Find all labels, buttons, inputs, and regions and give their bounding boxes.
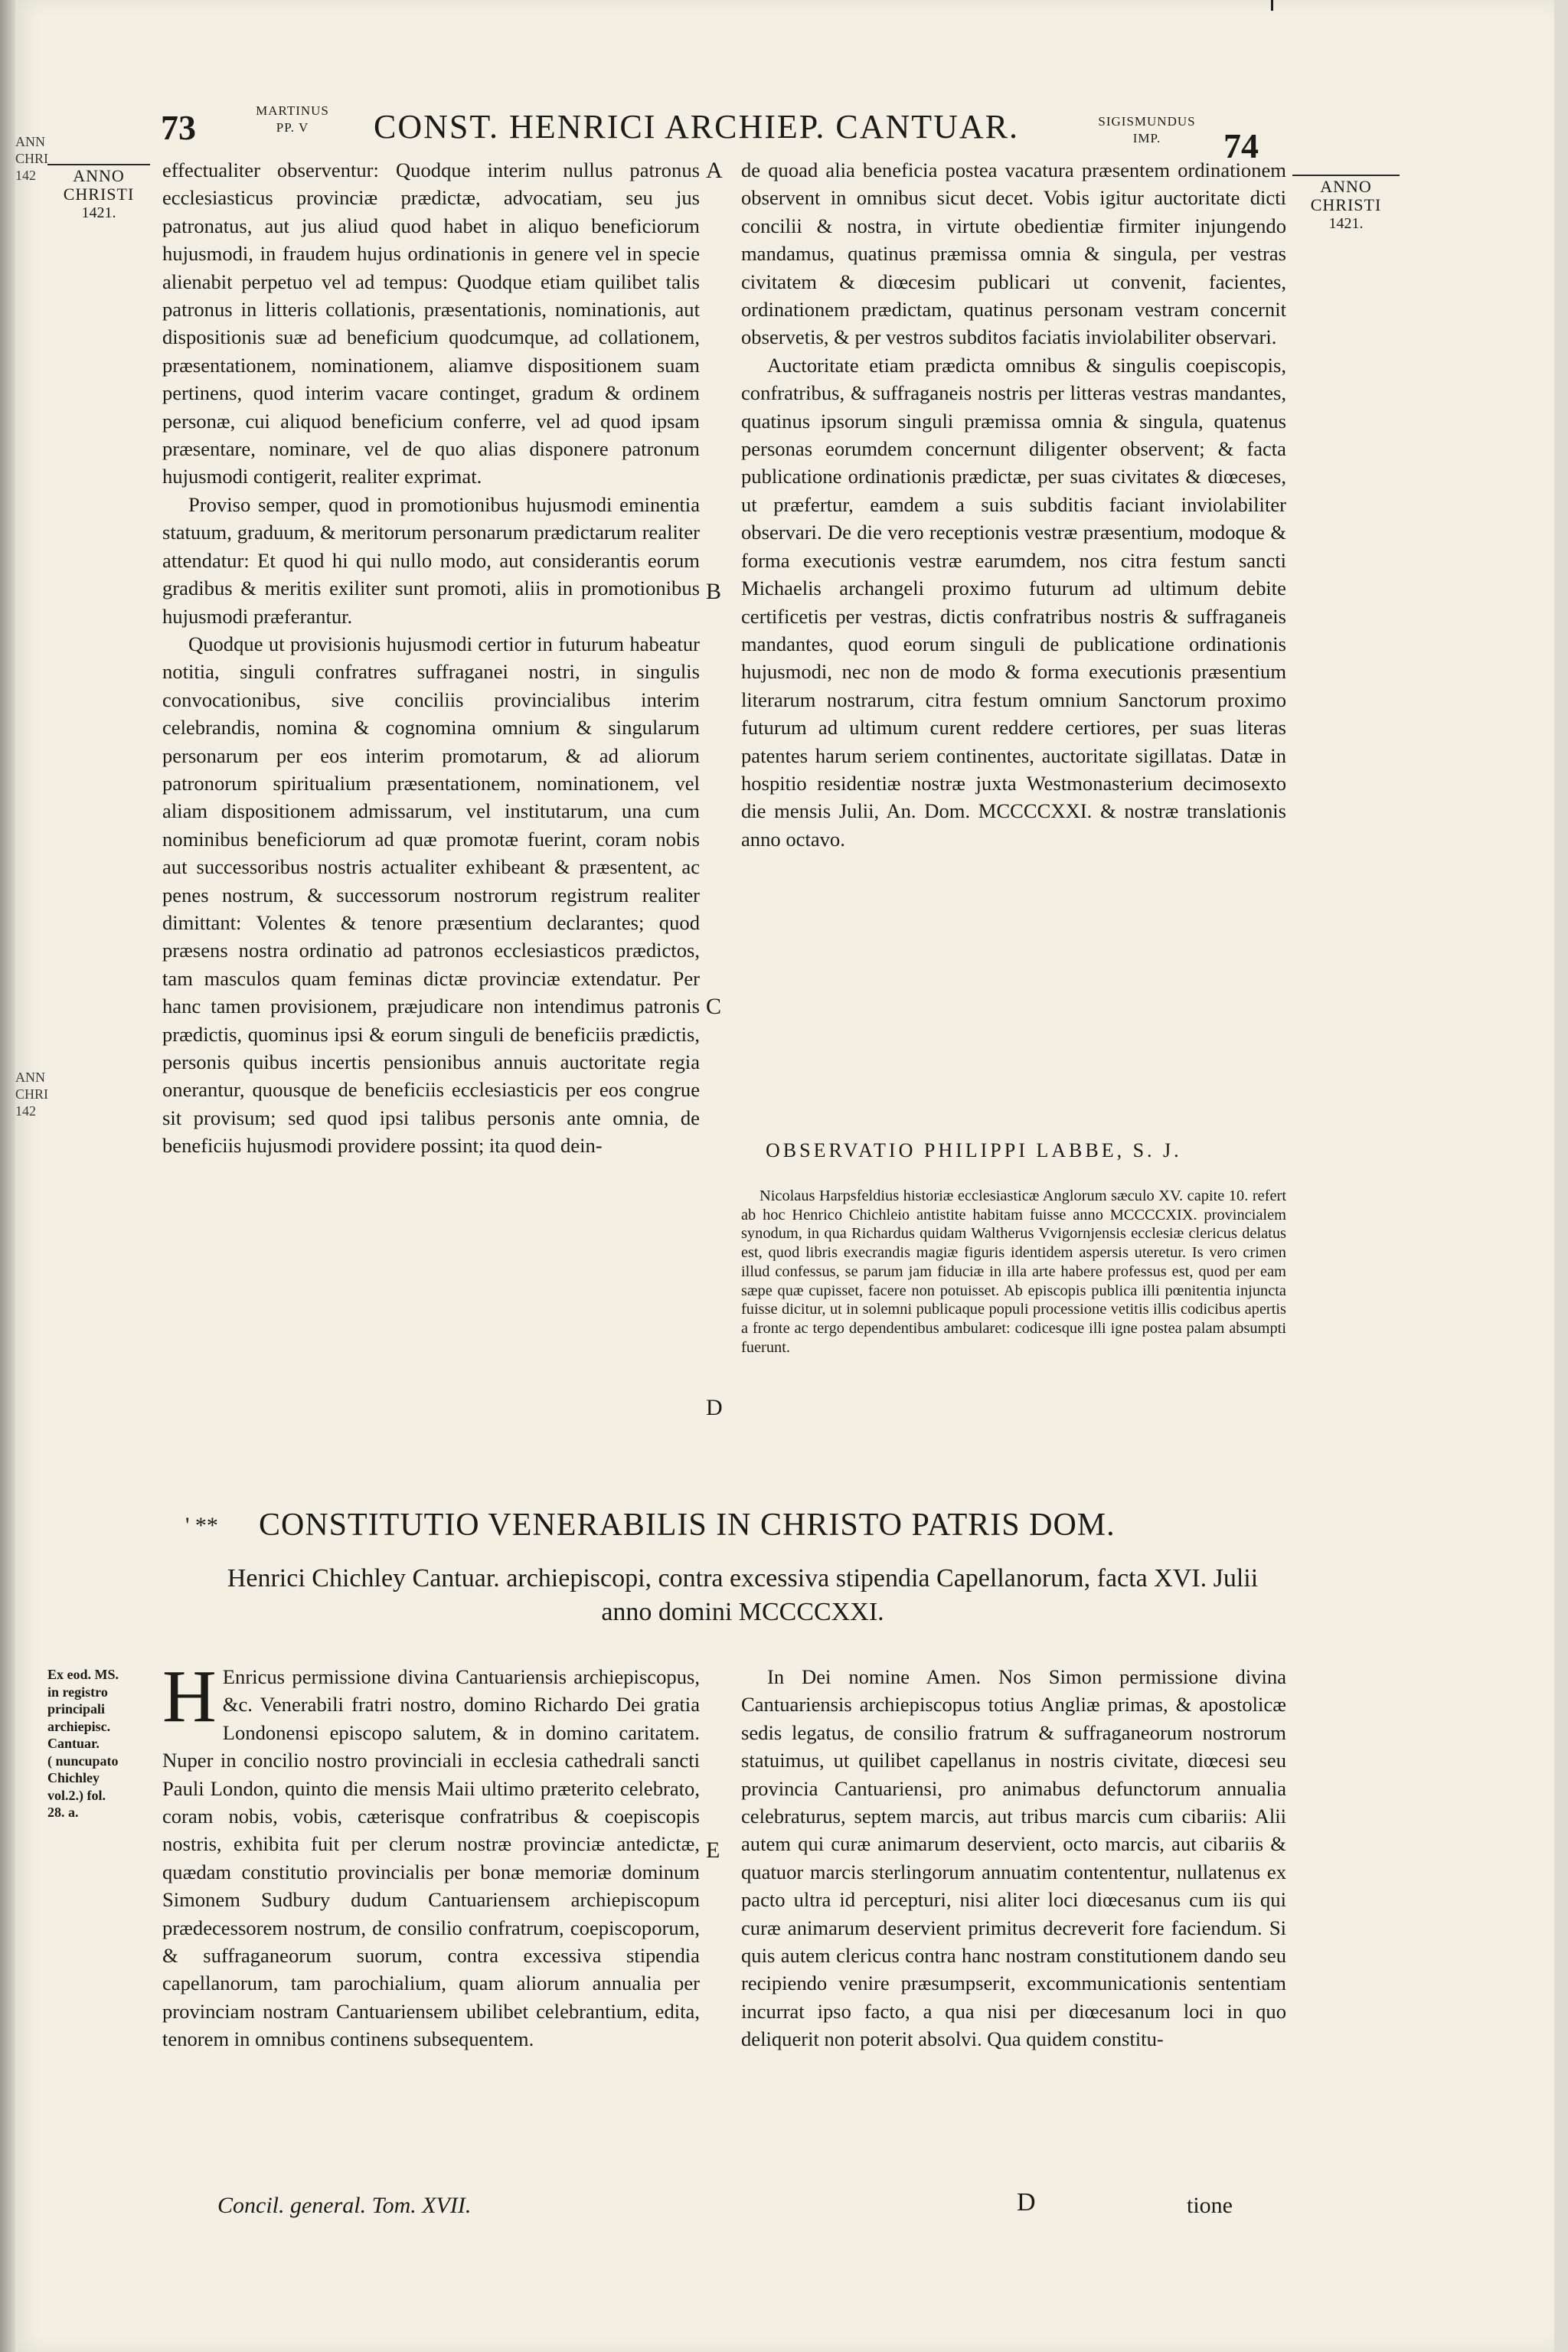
left-pope-label: MARTINUS PP. V [256, 103, 329, 135]
book-page [15, 0, 1554, 2352]
source-note: Ex eod. MS. in registro principali archiepisc. Cantuar. ( nuncupato Chichley vol.2.) fol. 28. a. [47, 1667, 119, 1820]
bottom-right-text: In Dei nomine Amen. Nos Simon permissione divina Cantuariensis archiepiscopus totius Angliæ primas, & apostolicæ sedis legatus, de consilio fratrum & suffraganeorum nostrorum statuimus, ut quilibet capellanus in nostris civitate, diœcesi seu provincia Cantuariensi, pro animabus defunctorum annualia celebraturus, septem marcis, aut tribus marcis cum cibariis: Alii autem qui curæ animarum deservient, octo marcis, aut cibariis & quatuor marcis sterlingorum annuatim contententur, nullatenus ex pacto ultra id percepturi, nisi aliter loci diœcesanus cum iis qui curæ animarum deservient primitus decreverit fore faciendum. Si quis autem clericus contra hanc nostram constitutionem dando seu recipiendo venire præsumpserit, excommunicationis sententiam incurrat ipso facto, a qua nisi per diœcesanum loci in quo deliquerit non poterit absolvi. Qua quidem constitu- [741, 1665, 1286, 2051]
edge-fragment-top: ANN CHRI 142 [15, 134, 49, 183]
right-margin-year: ANNO CHRISTI 1421. [1292, 175, 1400, 233]
section-letter-e: E [706, 1838, 720, 1863]
bottom-left-text: Enricus permissione divina Cantuariensis archiepiscopus, &c. Venerabili fratri nostro, domino Richardo Dei gratia Londonensi episcopo salutem, & in domino caritatem. Nuper in concilio nostro provinciali in ecclesia cathedrali sancti Pauli London, quinto die mensis Maii ultimo præterito celebrato, coram nobis, vobis, cæterisque confratribus & coepiscopis nostris, exhibita fuit per clerum nostræ provinciæ antedictæ, quædam constitutio provincialis per bonæ memoriæ dominum Simonem Sudbury dudum Cantuariensem archiepiscopum prædecessorem nostrum, de consilio confratrum, coepiscoporum, & suffraganeorum suorum, contra excessiva stipendia capellanorum, tam parochialium, quam aliorum annualia per provinciam nostram Cantuariensem ubilibet celebrantium, edita, tenorem in omnibus continens subsequentem. [162, 1665, 700, 2051]
bottom-left-column [162, 1655, 700, 2053]
top-edge-mark [1271, 0, 1273, 11]
left-page-number: 73 [161, 108, 196, 147]
right-paragraph-2: Auctoritate etiam prædicta omnibus & singulis coepiscopis, confratribus, & suffraganeis nostris per litteras vestras mandantes, quatinus ipsorum singuli præmissa omnia & singula, quatenus personas eorumdem concernunt diligenter observent; & facta publicatione ordinationis prædictæ, per suas civitates & diœceses, ut præfertur, eamdem a suis subditis faciant inviolabiliter observari. De die vero receptionis vestræ præsentium, modoque & forma executionis vestræ earumdem, nos citra festum sancti Michaelis archangeli proximo futurum ad ultimum debite certificetis per vestras, dictis confratribus nostris & suffraganeis mandantes, quod eorum singuli de publicatione ordinationis hujusmodi, nec non de modo & forma executionis præsentium literarum nostrarum, citra festum omnium Sanctorum proximo futurum ad ultimum curent reddere certiores, per suas literas patentes harum seriem continentes, auctoritate sigillatas. Datæ in hospitio residentiæ nostræ juxta Westmonasterium decimosexto die mensis Julii, An. Dom. MCCCCXXI. & nostræ translationis anno octavo. [741, 353, 1286, 851]
signature-mark: D [1017, 2188, 1036, 2216]
section-letter-d: D [706, 1395, 723, 1420]
constitutio-title: CONSTITUTIO VENERABILIS IN CHRISTO PATRIS DOM. [259, 1508, 1116, 1543]
section-letter-c: C [706, 994, 722, 1019]
constitutio-marker: ' ** [185, 1513, 218, 1538]
right-emperor-label: SIGISMUNDUS IMP. [1098, 114, 1196, 145]
left-paragraph-2: Proviso semper, quod in promotionibus hujusmodi eminentia statuum, graduum, & meritorum personarum prædictarum realiter attendatur: Et quod hi qui nullo modo, aut considerantis eorum gradibus & meritis exiliter sunt promoti, aliis in promotionibus hujusmodi præferantur. [162, 492, 700, 628]
bottom-right-column [741, 1663, 1286, 2053]
book-gutter [0, 0, 15, 2352]
section-letter-b: B [706, 579, 722, 604]
observatio-title: OBSERVATIO PHILIPPI LABBE, S. J. [766, 1139, 1182, 1161]
left-margin-year: ANNO CHRISTI 1421. [47, 164, 150, 222]
drop-cap: H [162, 1655, 217, 1738]
edge-fragment-mid: ANN CHRI 142 [15, 1070, 49, 1119]
left-paragraph-3: Quodque ut provisionis hujusmodi certior in futurum habeatur notitia, singuli confratres suffraganei nostri, in singulis convocationibus, sive conciliis provincialibus interim celebrandis, nomina & cognomina omnium & singularum personarum per eos interim promotarum, & ad aliorum patronorum spiritualium præsentationem, nominationem, vel aliam dispositionem admissarum, vel institutarum, una cum nominibus beneficiorum ad quæ promotæ fuerint, coram nobis aut successoribus nostris actualiter exhibeant & præsentent, ac penes nostrum, & successorum nostrorum registrum realiter dimittant: Volentes & tenore præsentium declarantes; quod præsens nostra ordinatio ad patronos ecclesiasticos prædictos, tam masculos quam feminas dictæ provinciæ extendatur. Per hanc tamen provisionem, præjudicare non intendimus patronis prædictis, quominus ipsi & eorum singuli de beneficiis prædictis, personis quibus incertis pensionibus annuis auctoritate regia onerantur, quousque de beneficiis ecclesiasticis per eos congrue sit provisum; sed quod ipsi talibus personis ante omnia, de beneficiis hujusmodi providere possint; ita quod dein- [162, 632, 700, 1158]
right-paragraph-1: de quoad alia beneficia postea vacatura præsentem ordinationem observent in omnibus sicut decet. Vobis igitur auctoritate dicti concilii & nostra, in virtute obedientiæ firmiter injungendo mandamus, quatinus præmissa omnia & singula, per vestras civitatem & diœcesim publicari ut convenit, facientes, ordinationem prædictam, quatinus personam vestram concernit observetis, & per vestros subditos faciatis inviolabiliter observari. [741, 158, 1286, 349]
footer-volume: Concil. general. Tom. XVII. [217, 2193, 472, 2218]
constitutio-subtitle: Henrici Chichley Cantuar. archiepiscopi, contra excessiva stipendia Capellanorum, facta XVI. Julii anno domini MCCCCXXI. [227, 1564, 1259, 1626]
running-title: CONST. HENRICI ARCHIEP. CANTUAR. [374, 108, 1020, 145]
observatio-text: Nicolaus Harpsfeldius historiæ ecclesiasticæ Anglorum sæculo XV. capite 10. refert ab hoc Henrico Chichleio antistite habitam fuisse anno MCCCCXIX. provincialem synodum, in qua Richardus quidam Waltherus Vvigornjensis ecclesiæ clericus delatus est, quod libris execrandis magiæ figuris identidem aspersis uteretur. Is vero crimen illud confessus, se parum jam fiduciæ in illa arte habere professus est, quod per eam sæpe quæ cupisset, facere non potuisset. Ab episcopis publica illi pœnitentia injuncta fuisse dicitur, ut in solemni publicaque populi processione vetitis illis codicibus apertis a fronte ac tergo dependentibus ambularet: codicesque illi igne postea palam absumpti fuerunt. [741, 1187, 1286, 1356]
catchword: tione [1187, 2193, 1233, 2218]
left-paragraph-1: effectualiter observentur: Quodque interim nullus patronus ecclesiasticus provinciæ prædictæ, advocatiam, seu jus patronatus, aut jus aliud quod habet in aliquo beneficiorum hujusmodi, in fraudem hujus ordinationis in genere vel in specie alienabit perpetuo vel ad tempus: Quodque etiam quilibet talis patronus in litteris collationis, præsentationis, nominationis, aut dispositionis suæ ad beneficium quodcumque, ad collationem, præsentationem, nominationem, aliamve dispositionem suam pertinens, quod interim vacare continget, gradum & ordinem personæ, cui aliquod beneficium conferre, vel ad quod ipsam præsentare, nominare, vel de quo alias disponere patronum hujusmodi contigerit, realiter exprimat. [162, 158, 700, 488]
right-page-number: 74 [1223, 126, 1259, 165]
section-letter-a: A [706, 158, 723, 183]
left-column [162, 156, 700, 1160]
right-column [741, 156, 1286, 853]
